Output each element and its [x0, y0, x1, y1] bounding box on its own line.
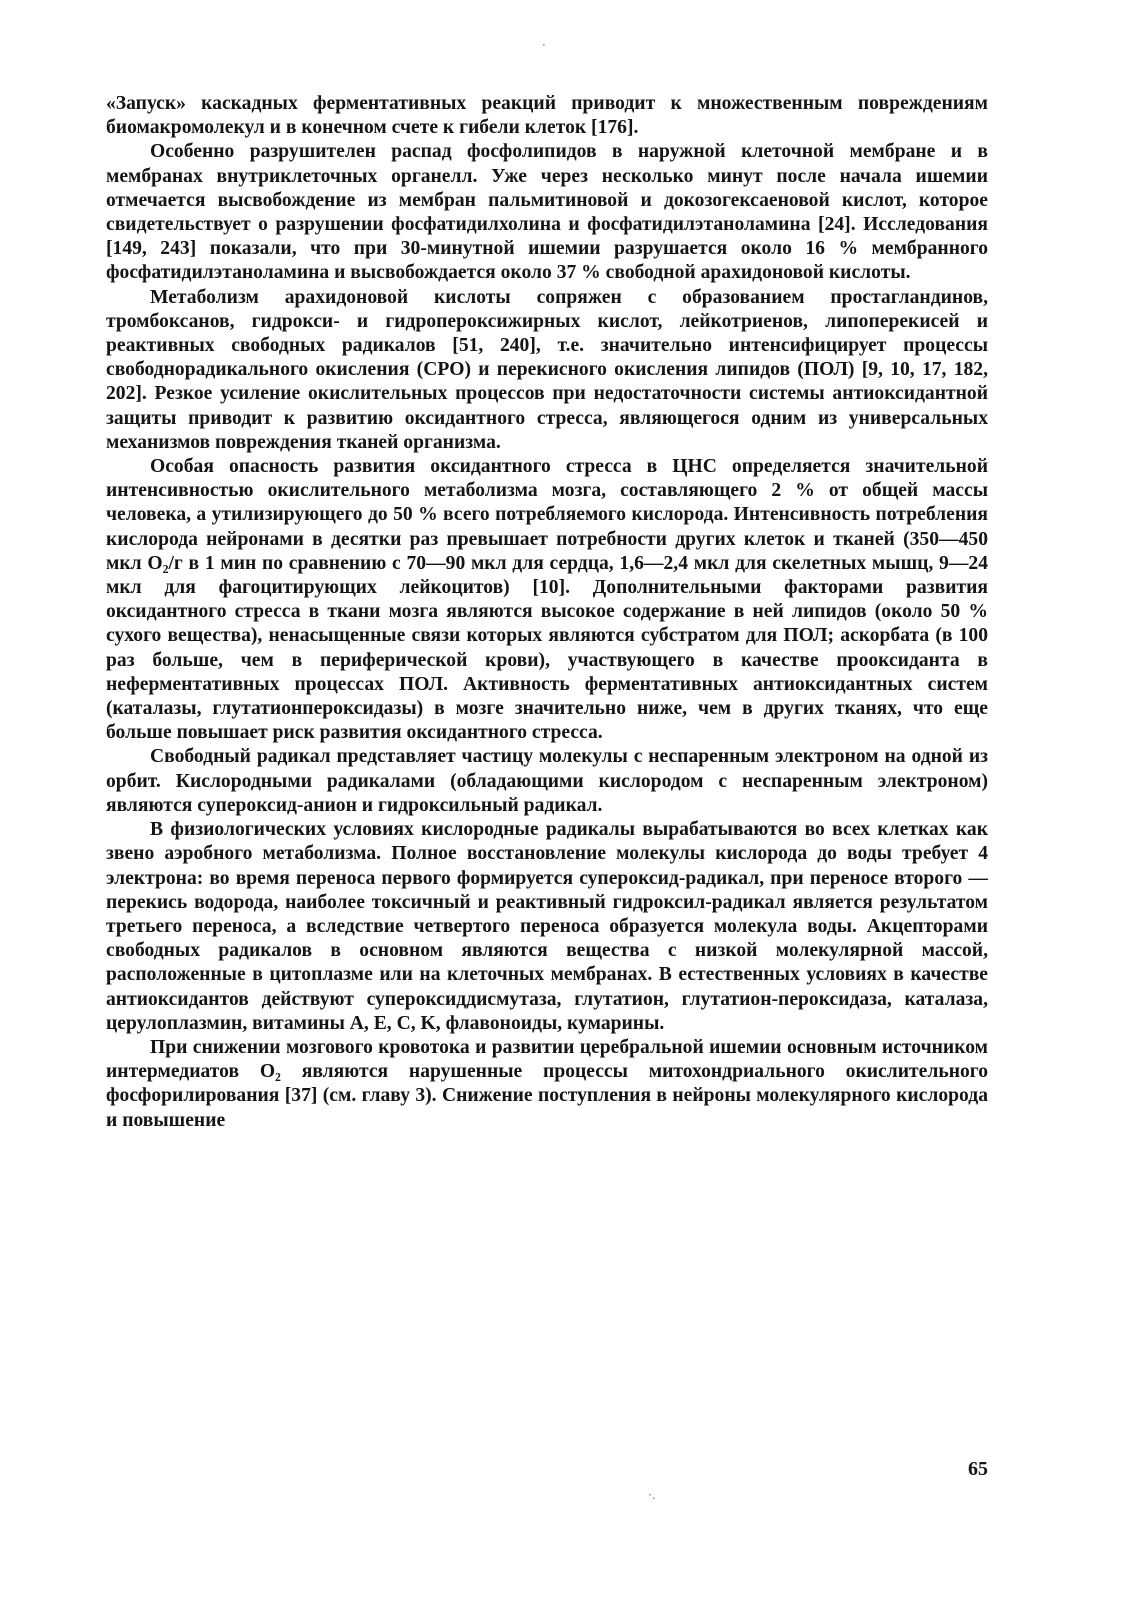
page-number: 65: [968, 1458, 988, 1480]
scan-speck: ·: [542, 38, 546, 52]
paragraph-5: Свободный радикал представляет частицу молекулы с неспаренным электроном на одной из орбит. Кислородными радикалами (обладающими кислородом с неспаренным электроном) являются супероксид-анион и гидроксильный радикал.: [106, 746, 988, 816]
paragraph-4: Особая опасность развития оксидантного стресса в ЦНС определяется значительной интенсивностью окислительного метаболизма мозга, составляющего 2 % от общей массы человека, а утилизирующего до 50 % всего потребляемого кислорода. Интенсивность потребления кислорода нейронами в десятки раз превышает потребности других клеток и тканей (350—450 мкл O₂/г в 1 мин по сравнению с 70—90 мкл для сердца, 1,6—2,4 мкл для скелетных мышц, 9—24 мкл для фагоцитирующих лейкоцитов) [10]. Дополнительными факторами развития оксидантного стресса в ткани мозга являются высокое содержание в ней липидов (около 50 % сухого вещества), ненасыщенные связи которых являются субстратом для ПОЛ; аскорбата (в 100 раз больше, чем в периферической крови), участвующего в качестве прооксиданта в неферментативных процессах ПОЛ. Активность ферментативных антиоксидантных систем (каталазы, глутатионпероксидазы) в мозге значительно ниже, чем в других тканях, что еще больше повышает риск развития оксидантного стресса.: [106, 456, 988, 744]
scan-speck: ·.: [648, 1488, 656, 1502]
paragraph-2: Особенно разрушителен распад фосфолипидов в наружной клеточной мембране и в мембранах внутриклеточных органелл. Уже через несколько минут после начала ишемии отмечается высвобождение из мембран пальмитиновой и докозогексаеновой кислот, которое свидетельствует о разрушении фосфатидилхолина и фосфатидилэтаноламина [24]. Исследования [149, 243] показали, что при 30-минутной ишемии разрушается около 16 % мембранного фосфатидилэтаноламина и высвобождается около 37 % свободной арахидоновой кислоты.: [106, 141, 988, 284]
paragraph-6: В физиологических условиях кислородные радикалы вырабатываются во всех клетках как звено аэробного метаболизма. Полное восстановление молекулы кислорода до воды требует 4 электрона: во время переноса первого формируется супероксид-радикал, при переносе второго — перекись водорода, наиболее токсичный и реактивный гидроксил-радикал является результатом третьего переноса, а вследствие четвертого переноса образуется молекула воды. Акцепторами свободных радикалов в основном являются вещества с низкой молекулярной массой, расположенные в цитоплазме или на клеточных мембранах. В естественных условиях в качестве антиоксидантов действуют супероксиддисмутаза, глутатион, глутатион-пероксидаза, каталаза, церулоплазмин, витамины A, E, C, K, флавоноиды, кумарины.: [106, 819, 988, 1034]
paragraph-7: При снижении мозгового кровотока и развитии церебральной ишемии основным источником интермедиатов O₂ являются нарушенные процессы митохондриального окислительного фосфорилирования [37] (см. главу 3). Снижение поступления в нейроны молекулярного кислорода и повышение: [106, 1036, 988, 1131]
paragraph-3: Метаболизм арахидоновой кислоты сопряжен с образованием простагландинов, тромбоксанов, гидрокси- и гидропероксижирных кислот, лейкотриенов, липоперекисей и реактивных свободных радикалов [51, 240], т.е. значительно интенсифицирует процессы свободнорадикального окисления (СРО) и перекисного окисления липидов (ПОЛ) [9, 10, 17, 182, 202]. Резкое усиление окислительных процессов при недостаточности системы антиоксидантной защиты приводит к развитию оксидантного стресса, являющегося одним из универсальных механизмов повреждения тканей организма.: [106, 286, 988, 453]
page-body-text: [106, 92, 988, 1133]
paragraph-1: «Запуск» каскадных ферментативных реакций приводит к множественным повреждениям биомакромолекул и в конечном счете к гибели клеток [176].: [106, 93, 988, 139]
